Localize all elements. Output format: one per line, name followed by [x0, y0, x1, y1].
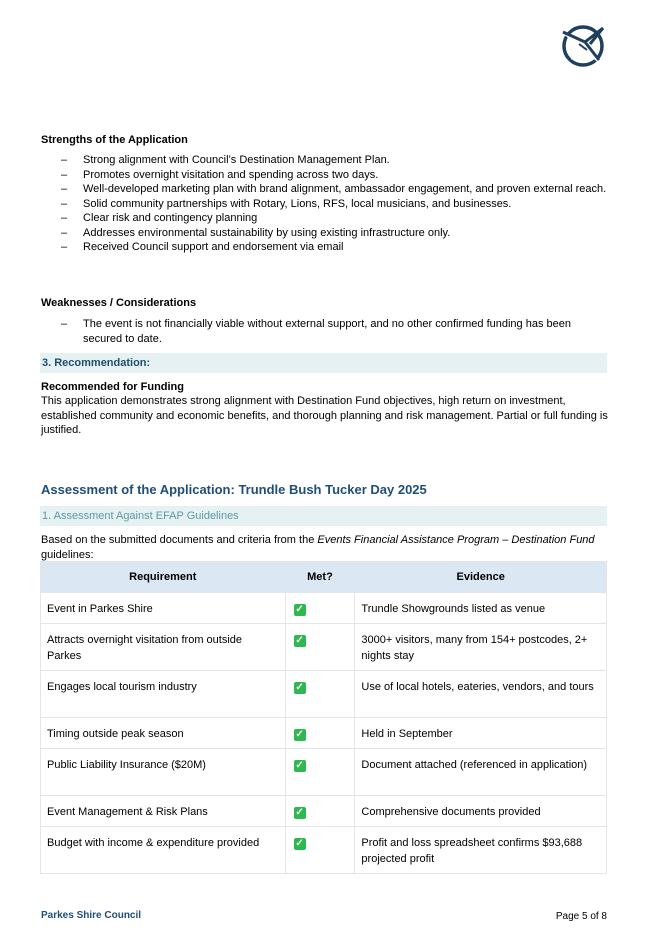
evidence-cell: Document attached (referenced in application): [355, 749, 607, 796]
assessment-subbar: 1. Assessment Against EFAP Guidelines: [40, 506, 607, 526]
requirement-cell: Event Management & Risk Plans: [41, 796, 286, 827]
dash-bullet: –: [61, 154, 68, 166]
list-item-text: Solid community partnerships with Rotary, Lions, RFS, local musicians, and businesses.: [83, 197, 512, 210]
checkmark-icon: ✓: [295, 807, 304, 818]
recommendation-bar: 3. Recommendation:: [40, 353, 607, 373]
checkmark-icon: ✓: [295, 682, 304, 693]
dash-bullet: –: [61, 183, 68, 195]
met-cell: [285, 796, 355, 827]
table-row: [41, 827, 607, 874]
checkmark-icon: ✓: [295, 635, 304, 646]
table-row: [41, 671, 607, 718]
requirement-cell: Event in Parkes Shire: [41, 593, 286, 624]
evidence-cell: Trundle Showgrounds listed as venue: [355, 593, 607, 624]
met-cell: [285, 593, 355, 624]
table-row: [41, 624, 607, 671]
council-logo-icon: [557, 22, 607, 68]
list-item-text: Received Council support and endorsement via email: [83, 241, 344, 253]
list-item: [41, 211, 611, 226]
column-header-evidence: Evidence: [355, 562, 607, 593]
requirement-cell: Public Liability Insurance ($20M): [41, 749, 286, 796]
list-item-text: Well-developed marketing plan with brand alignment, ambassador engagement, and proven external reach.: [83, 183, 607, 195]
weaknesses-heading: Weaknesses / Considerations: [41, 297, 197, 309]
weaknesses-list: [41, 317, 611, 346]
strengths-list: [41, 153, 611, 255]
dash-bullet: –: [61, 318, 68, 330]
checkmark-icon: ✓: [295, 760, 304, 771]
column-header-requirement: Requirement: [41, 562, 286, 593]
recommendation-heading: Recommended for Funding: [41, 381, 184, 393]
list-item-text: Promotes overnight visitation and spending across two days.: [83, 168, 379, 181]
table-row: [41, 593, 607, 624]
met-cell: [285, 827, 355, 874]
list-item-text: Clear risk and contingency planning: [83, 212, 258, 224]
met-cell: [285, 671, 355, 718]
requirement-cell: Attracts overnight visitation from outside Parkes: [41, 624, 286, 671]
intro-program-name: Events Financial Assistance Program – Destination Fund: [317, 534, 595, 546]
met-cell: [285, 718, 355, 749]
requirement-cell: Engages local tourism industry: [41, 671, 286, 718]
table-row: [41, 796, 607, 827]
table-row: [41, 749, 607, 796]
table-row: [41, 718, 607, 749]
strengths-heading: Strengths of the Application: [41, 134, 188, 146]
met-cell: [285, 624, 355, 671]
assessment-intro: [41, 533, 609, 562]
intro-text-end: guidelines:: [41, 548, 94, 561]
list-item-text: The event is not financially viable without external support, and no other confirmed funding has been secured to date.: [83, 318, 571, 345]
list-item-text: Strong alignment with Council’s Destination Management Plan.: [83, 154, 390, 166]
met-cell: [285, 749, 355, 796]
checkmark-icon: ✓: [295, 838, 304, 849]
dash-bullet: –: [61, 212, 68, 224]
dash-bullet: –: [61, 197, 68, 210]
recommendation-text: This application demonstrates strong alignment with Destination Fund objectives, high return on investment, established community and economic benefits, and thorough planning and risk management. Partial or full funding is justified.: [41, 395, 608, 436]
evidence-cell: Use of local hotels, eateries, vendors, and tours: [355, 671, 607, 718]
assessment-title: Assessment of the Application: Trundle Bush Tucker Day 2025: [41, 482, 427, 497]
intro-text: Based on the submitted documents and criteria from the: [41, 534, 318, 546]
column-header-met: Met?: [285, 562, 355, 593]
assessment-table: [40, 561, 607, 874]
dash-bullet: –: [61, 241, 68, 253]
table-header-row: [41, 562, 607, 593]
evidence-cell: Profit and loss spreadsheet confirms $93,688 projected profit: [355, 827, 607, 874]
requirement-cell: Timing outside peak season: [41, 718, 286, 749]
list-item: [41, 168, 611, 183]
list-item: [41, 226, 611, 241]
footer-council-name: Parkes Shire Council: [41, 910, 142, 921]
evidence-cell: 3000+ visitors, many from 154+ postcodes, 2+ nights stay: [355, 624, 607, 671]
list-item: [41, 317, 611, 346]
list-item: [41, 182, 611, 197]
dash-bullet: –: [61, 226, 68, 239]
list-item-text: Addresses environmental sustainability by using existing infrastructure only.: [83, 226, 451, 239]
list-item: [41, 197, 611, 212]
evidence-cell: Comprehensive documents provided: [355, 796, 607, 827]
checkmark-icon: ✓: [295, 604, 304, 615]
dash-bullet: –: [61, 168, 68, 181]
list-item: [41, 240, 611, 255]
checkmark-icon: ✓: [295, 729, 304, 740]
requirement-cell: Budget with income & expenditure provided: [41, 827, 286, 874]
footer-page-number: Page 5 of 8: [555, 911, 607, 922]
list-item: [41, 153, 611, 168]
evidence-cell: Held in September: [355, 718, 607, 749]
